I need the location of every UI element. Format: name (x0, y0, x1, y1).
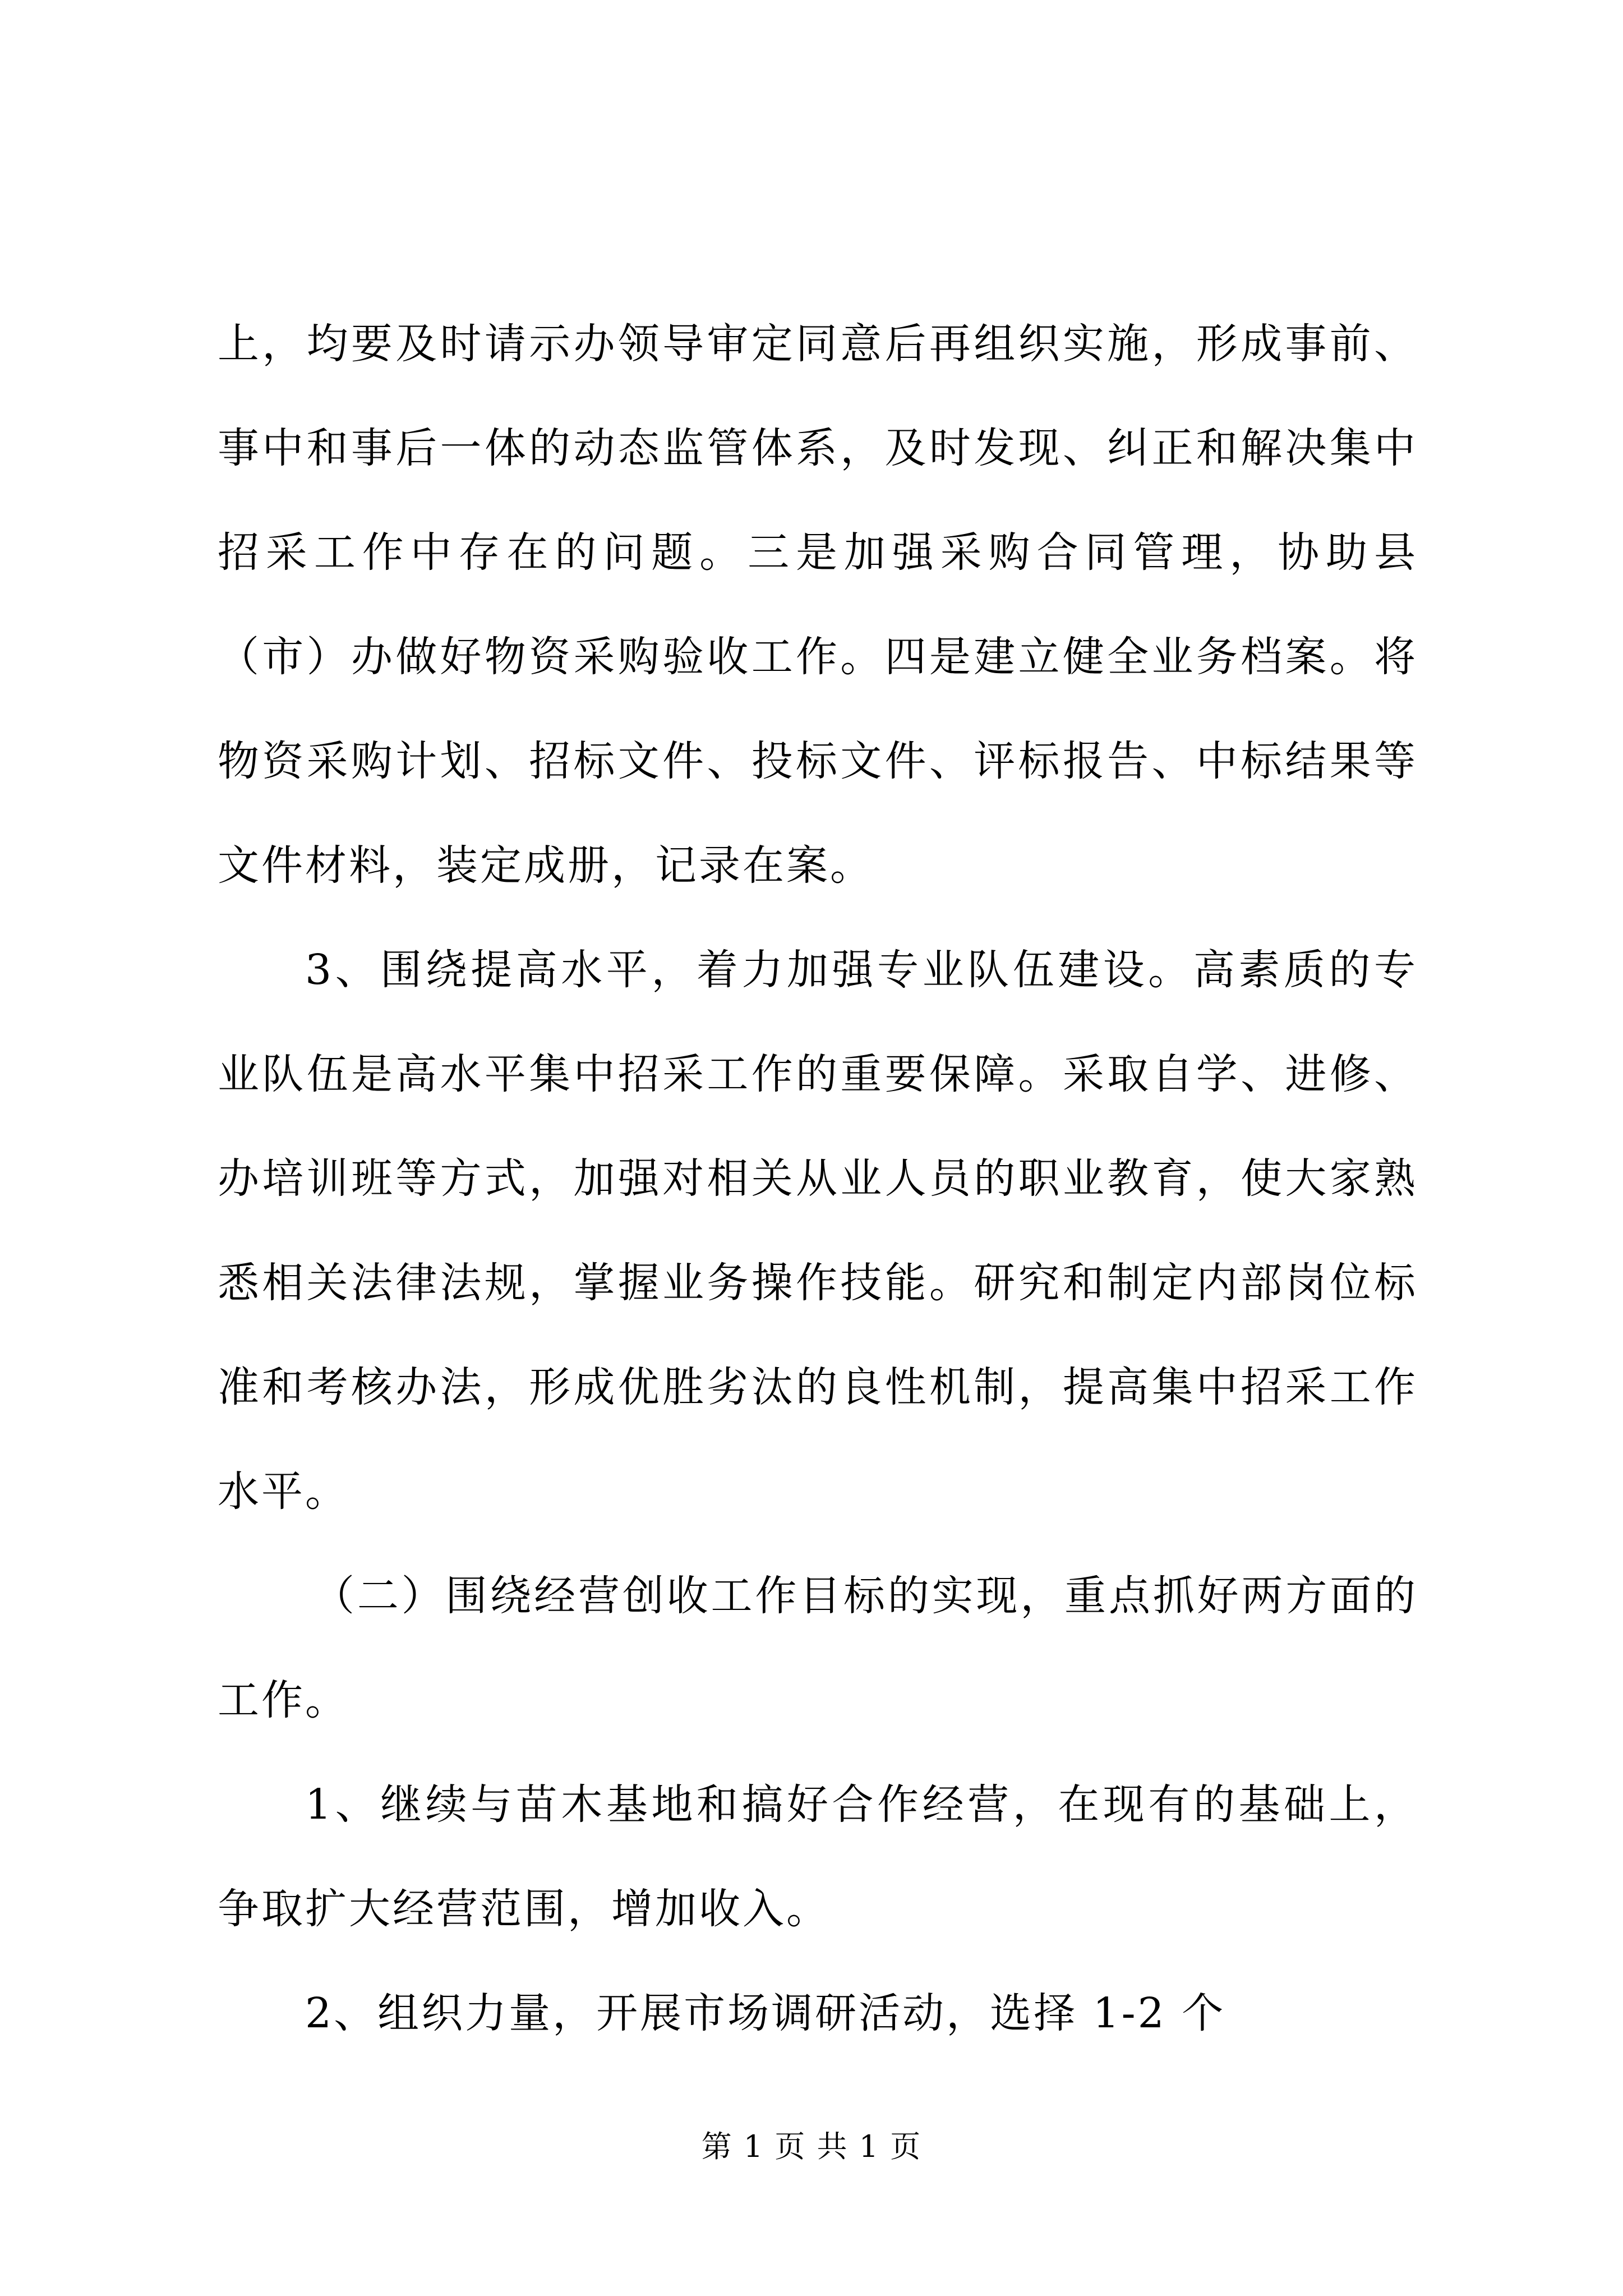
paragraph-continuation: 上，均要及时请示办领导审定同意后再组织实施，形成事前、事中和事后一体的动态监管体系，及时发现、纠正和解决集中招采工作中存在的问题。三是加强采购合同管理，协助县（市）办做好物资采购验收工作。四是建立健全业务档案。将物资采购计划、招标文件、投标文件、评标报告、中标结果等文件材料，装定成册，记录在案。 (218, 320, 1418, 890)
page-footer: 第 1 页 共 1 页 (701, 2129, 922, 2164)
paragraph-item-2: 2、组织力量，开展市场调研活动，选择 1-2 个 (305, 1989, 1226, 2037)
paragraph-item-3: 3、围绕提高水平，着力加强专业队伍建设。高素质的专业队伍是高水平集中招采工作的重要保障。采取自学、进修、办培训班等方式，加强对相关从业人员的职业教育，使大家熟悉相关法律法规，掌握业务操作技能。研究和制定内部岗位标准和考核办法，形成优胜劣汰的良性机制，提高集中招采工作水平。 (218, 946, 1418, 1516)
paragraph-section-2: （二）围绕经营创收工作目标的实现，重点抓好两方面的工作。 (218, 1572, 1418, 1724)
paragraph-item-1: 1、继续与苗木基地和搞好合作经营，在现有的基础上，争取扩大经营范围，增加收入。 (218, 1780, 1418, 1933)
document-body (218, 292, 1418, 2065)
